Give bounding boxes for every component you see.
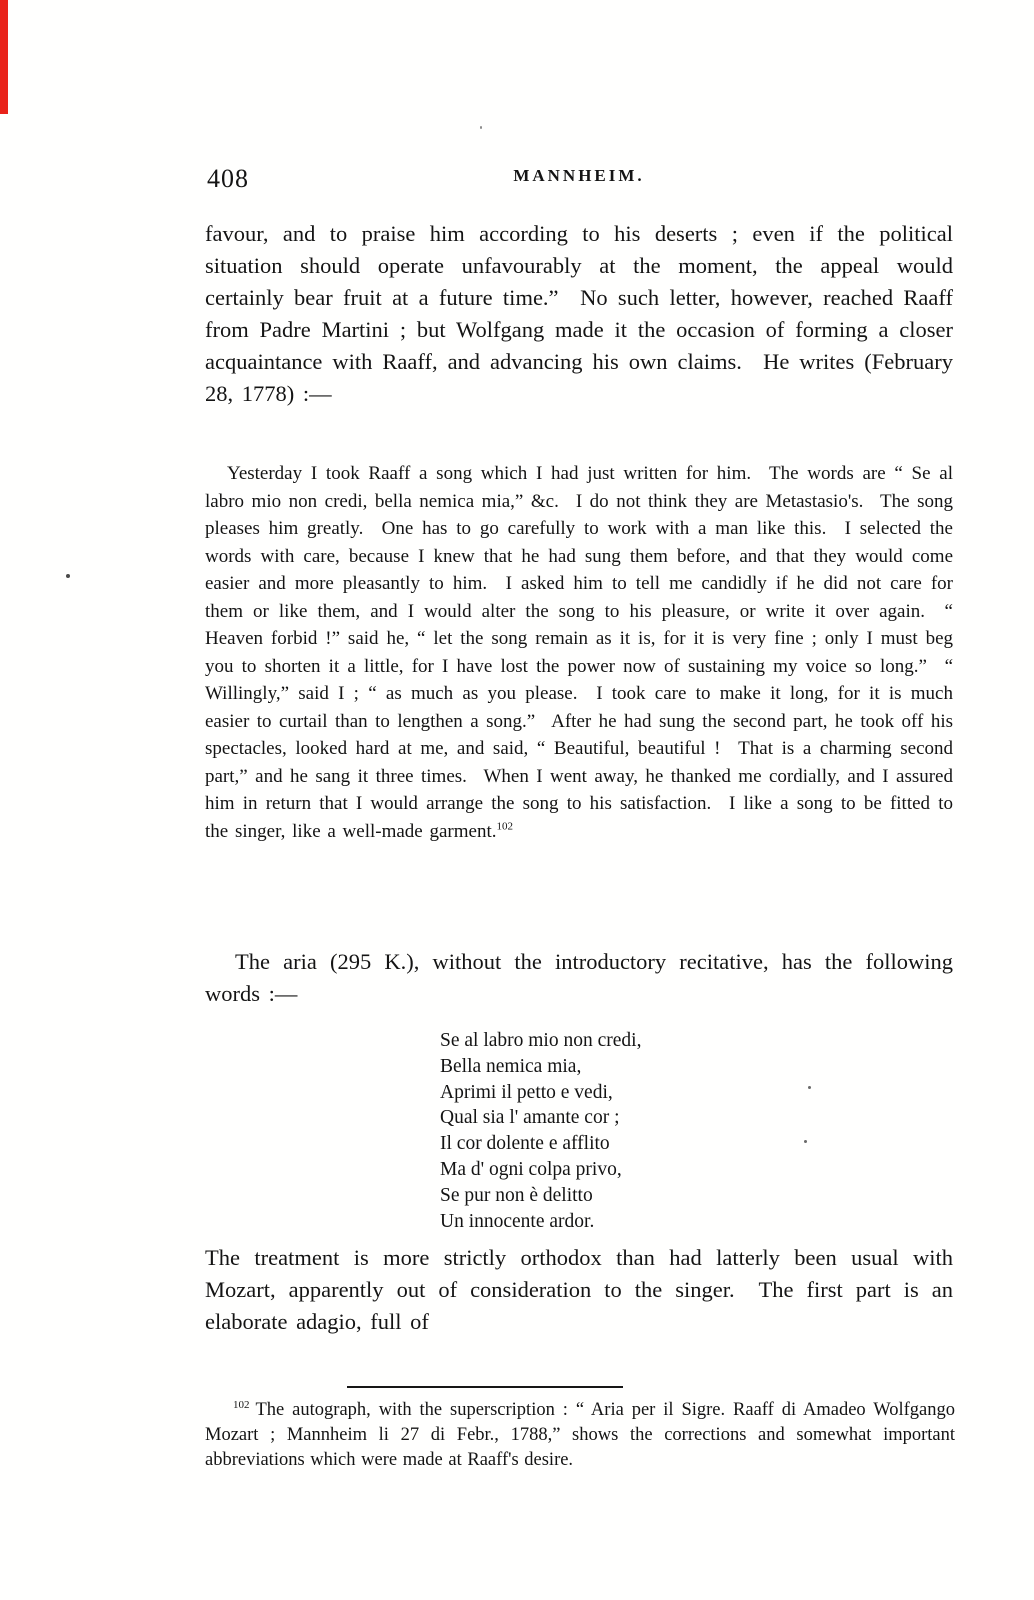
letter-quote: [205, 460, 953, 845]
letter-quote-text: Yesterday I took Raaff a song which I had just written for him. The words are “ Se al labro mio non credi, bella nemica mia,” &c. I do not think they are Metastasio's. The song pleases him greatly. One has to go carefully to work with a man like this. I selected the words with care, because I knew that he had sung them before, and that they would come easier and more pleasantly to him. I asked him to tell me candidly if he did not care for them or like them, and I would alter the song to his pleasure, or write it over again. “ Heaven forbid !” said he, “ let the song remain as it is, for it is very fine ; only I must beg you to shorten it a little, for I have lost the power now of sustaining my voice so long.” “ Willingly,” said I ; “ as much as you please. I took care to make it long, for it is much easier to curtail than to lengthen a song.” After he had sung the second part, he took off his spectacles, looked hard at me, and said, “ Beautiful, beautiful ! That is a charming second part,” and he sang it three times. When I went away, he thanked me cordially, and I assured him in return that I would arrange the song to his satisfaction. I like a song to be fitted to the singer, like a well-made garment.: [205, 463, 953, 842]
paragraph-aria-intro: The aria (295 K.), without the introductory recitative, has the following words :—: [205, 949, 953, 1006]
paragraph-main: favour, and to praise him according to his deserts ; even if the political situation should operate unfavourably at the moment, the appeal would certainly bear fruit at a future time.” No such letter, however, reached Raaff from Padre Martini ; but Wolfgang made it the occasion of forming a closer acquaintance with Raaff, and advancing his own claims. He writes (February 28, 1778) :—: [205, 221, 953, 406]
footnote-reference: 102: [496, 820, 513, 833]
verse-line: Il cor dolente e afflito: [440, 1133, 610, 1155]
print-speck: [804, 1140, 807, 1143]
print-speck: [480, 126, 482, 129]
running-header: MANNHEIM.: [513, 166, 645, 185]
verse-line: Ma d' ogni colpa privo,: [440, 1158, 622, 1180]
verse-line: Un innocente ardor.: [440, 1210, 595, 1232]
footnote-text: The autograph, with the superscription : “ Aria per il Sigre. Raaff di Amadeo Wolfgango Mozart ; Mannheim li 27 di Febr., 1788,” shows the corrections and somewhat important abbreviations which were made at Raaff's desire.: [205, 1400, 955, 1470]
footnote-separator: [347, 1386, 623, 1388]
page-header: [205, 164, 953, 193]
verse-line: Se al labro mio non credi,: [440, 1030, 642, 1051]
footnote: [205, 1398, 955, 1473]
print-speck: [808, 1086, 811, 1089]
verse-line: Qual sia l' amante cor ;: [440, 1107, 620, 1129]
verse-line: Bella nemica mia,: [440, 1055, 582, 1077]
scan-edge-artifact: [0, 0, 8, 114]
paragraph-treatment: The treatment is more strictly orthodox than had latterly been usual with Mozart, apparently out of consideration to the singer. The first part is an elaborate adagio, full of: [205, 1245, 953, 1334]
print-speck: [66, 574, 70, 578]
verse-line: Aprimi il petto e vedi,: [440, 1081, 613, 1103]
page-number: 408: [207, 164, 249, 193]
verse-line: Se pur non è delitto: [440, 1184, 593, 1206]
footnote-marker: 102: [233, 1398, 250, 1411]
aria-verse: [440, 1028, 641, 1234]
